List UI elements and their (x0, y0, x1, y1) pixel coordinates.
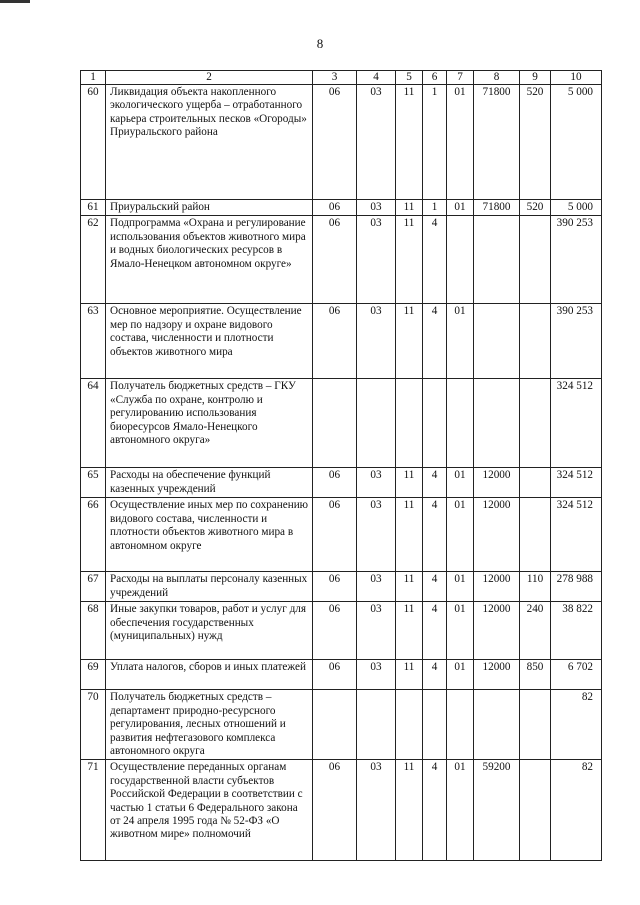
table-cell-c2: Основное мероприятие. Осуществление мер по надзору и охране видового состава, численности и плотности объектов животного мира (106, 304, 313, 379)
table-cell-c7 (447, 690, 474, 760)
table-cell-c7 (447, 216, 474, 304)
table-row (81, 468, 602, 498)
table-cell-c2: Расходы на выплаты персоналу казенных учреждений (106, 572, 313, 602)
column-header: 9 (520, 71, 551, 85)
table-cell-c1: 70 (81, 690, 106, 760)
table-cell-c5: 11 (396, 304, 423, 379)
table-cell-c1: 68 (81, 602, 106, 660)
table-cell-c4: 03 (357, 498, 396, 572)
table-cell-c8: 12000 (474, 498, 520, 572)
table-cell-c10: 390 253 (551, 304, 602, 379)
table-row (81, 660, 602, 690)
table-cell-c7: 01 (447, 760, 474, 861)
table-cell-c5 (396, 379, 423, 468)
table-cell-c9 (520, 760, 551, 861)
table-cell-c3: 06 (313, 760, 357, 861)
table-cell-c5: 11 (396, 216, 423, 304)
table-cell-c2: Ликвидация объекта накопленного экологического ущерба – отработанного карьера строительных песков «Огороды» Приуральского района (106, 85, 313, 200)
table-cell-c9 (520, 216, 551, 304)
table-cell-c1: 65 (81, 468, 106, 498)
table-cell-c1: 69 (81, 660, 106, 690)
table-row (81, 572, 602, 602)
table-cell-c1: 67 (81, 572, 106, 602)
table-cell-c3: 06 (313, 304, 357, 379)
table-cell-c4: 03 (357, 572, 396, 602)
column-header: 6 (423, 71, 447, 85)
table-cell-c2: Подпрограмма «Охрана и регулирование использования объектов животного мира и водных биологических ресурсов в Ямало-Ненецком автономном округе» (106, 216, 313, 304)
table-row (81, 760, 602, 861)
table-cell-c9: 240 (520, 602, 551, 660)
table-cell-c5: 11 (396, 498, 423, 572)
table-cell-c6: 1 (423, 85, 447, 200)
table-cell-c1: 66 (81, 498, 106, 572)
table-cell-c8: 12000 (474, 660, 520, 690)
table-cell-c5: 11 (396, 660, 423, 690)
table-row (81, 200, 602, 216)
table-cell-c6 (423, 690, 447, 760)
table-row (81, 216, 602, 304)
table-cell-c10: 390 253 (551, 216, 602, 304)
table-cell-c8 (474, 690, 520, 760)
table-row (81, 379, 602, 468)
table-cell-c8: 71800 (474, 200, 520, 216)
table-cell-c5: 11 (396, 468, 423, 498)
table-cell-c8: 59200 (474, 760, 520, 861)
table-cell-c9: 850 (520, 660, 551, 690)
table-cell-c7 (447, 379, 474, 468)
table-cell-c4: 03 (357, 85, 396, 200)
table-cell-c6: 1 (423, 200, 447, 216)
table-cell-c1: 64 (81, 379, 106, 468)
table-cell-c10: 38 822 (551, 602, 602, 660)
table-cell-c6: 4 (423, 660, 447, 690)
table-cell-c4 (357, 690, 396, 760)
table-cell-c3: 06 (313, 85, 357, 200)
table-cell-c1: 61 (81, 200, 106, 216)
table-cell-c8: 12000 (474, 572, 520, 602)
table-cell-c8: 71800 (474, 85, 520, 200)
table-cell-c9 (520, 690, 551, 760)
table-cell-c9: 520 (520, 85, 551, 200)
column-header: 10 (551, 71, 602, 85)
table-cell-c7: 01 (447, 602, 474, 660)
table-cell-c1: 63 (81, 304, 106, 379)
table-cell-c10: 6 702 (551, 660, 602, 690)
table-cell-c3: 06 (313, 216, 357, 304)
table-cell-c6: 4 (423, 572, 447, 602)
table-cell-c10: 82 (551, 690, 602, 760)
table-cell-c2: Уплата налогов, сборов и иных платежей (106, 660, 313, 690)
table-cell-c1: 60 (81, 85, 106, 200)
table-cell-c8: 12000 (474, 468, 520, 498)
table-header-row (81, 71, 602, 85)
table-cell-c1: 62 (81, 216, 106, 304)
table-cell-c6: 4 (423, 760, 447, 861)
table-cell-c3: 06 (313, 498, 357, 572)
table-cell-c5: 11 (396, 200, 423, 216)
table-cell-c4: 03 (357, 216, 396, 304)
table-cell-c8: 12000 (474, 602, 520, 660)
table-cell-c2: Расходы на обеспечение функций казенных учреждений (106, 468, 313, 498)
table-cell-c9 (520, 468, 551, 498)
table-cell-c2: Осуществление иных мер по сохранению видового состава, численности и плотности объектов животного мира в автономном округе (106, 498, 313, 572)
table-cell-c4: 03 (357, 304, 396, 379)
table-cell-c2: Получатель бюджетных средств – ГКУ «Служба по охране, контролю и регулированию использования биоресурсов Ямало-Ненецкого автономного округа» (106, 379, 313, 468)
table-cell-c7: 01 (447, 468, 474, 498)
scan-corner-mark (0, 0, 30, 3)
table-cell-c7: 01 (447, 85, 474, 200)
table-cell-c5: 11 (396, 572, 423, 602)
table-cell-c7: 01 (447, 200, 474, 216)
table-cell-c4: 03 (357, 200, 396, 216)
table-row (81, 304, 602, 379)
table-cell-c10: 324 512 (551, 498, 602, 572)
table-row (81, 602, 602, 660)
table-cell-c1: 71 (81, 760, 106, 861)
table-cell-c6 (423, 379, 447, 468)
table-cell-c2: Осуществление переданных органам государственной власти субъектов Российской Федерации в соответствии с частью 1 статьи 6 Федерального закона от 24 апреля 1995 года № 52-ФЗ «О животном мире» полномочий (106, 760, 313, 861)
table-cell-c3: 06 (313, 602, 357, 660)
page-number: 8 (316, 36, 324, 51)
table-row (81, 690, 602, 760)
table-cell-c3: 06 (313, 468, 357, 498)
table-cell-c10: 5 000 (551, 85, 602, 200)
table-cell-c9 (520, 498, 551, 572)
table-cell-c6: 4 (423, 216, 447, 304)
table-cell-c8 (474, 379, 520, 468)
table-cell-c9 (520, 304, 551, 379)
table-cell-c10: 324 512 (551, 379, 602, 468)
table-cell-c3: 06 (313, 200, 357, 216)
table-row (81, 498, 602, 572)
table-cell-c9: 110 (520, 572, 551, 602)
table-cell-c6: 4 (423, 304, 447, 379)
column-header: 2 (106, 71, 313, 85)
table-cell-c4: 03 (357, 602, 396, 660)
table-cell-c2: Приуральский район (106, 200, 313, 216)
table-cell-c4: 03 (357, 760, 396, 861)
column-header: 7 (447, 71, 474, 85)
table-cell-c9 (520, 379, 551, 468)
table-cell-c3 (313, 690, 357, 760)
table-cell-c5 (396, 690, 423, 760)
table-cell-c3: 06 (313, 572, 357, 602)
table-cell-c9: 520 (520, 200, 551, 216)
table-cell-c7: 01 (447, 572, 474, 602)
table-cell-c4 (357, 379, 396, 468)
table-cell-c2: Иные закупки товаров, работ и услуг для обеспечения государственных (муниципальных) нужд (106, 602, 313, 660)
table-cell-c8 (474, 304, 520, 379)
table-cell-c7: 01 (447, 304, 474, 379)
column-header: 4 (357, 71, 396, 85)
column-header: 5 (396, 71, 423, 85)
table-cell-c10: 5 000 (551, 200, 602, 216)
column-header: 3 (313, 71, 357, 85)
table-cell-c7: 01 (447, 498, 474, 572)
table-cell-c10: 278 988 (551, 572, 602, 602)
table-cell-c6: 4 (423, 602, 447, 660)
table-cell-c5: 11 (396, 85, 423, 200)
column-header: 1 (81, 71, 106, 85)
table-cell-c7: 01 (447, 660, 474, 690)
table-cell-c6: 4 (423, 498, 447, 572)
table-cell-c4: 03 (357, 468, 396, 498)
table-row (81, 85, 602, 200)
column-header: 8 (474, 71, 520, 85)
table-cell-c3 (313, 379, 357, 468)
table-cell-c2: Получатель бюджетных средств – департамент природно-ресурсного регулирования, лесных отношений и развития нефтегазового комплекса автономного округа (106, 690, 313, 760)
budget-table (80, 70, 602, 861)
table-cell-c6: 4 (423, 468, 447, 498)
table-cell-c4: 03 (357, 660, 396, 690)
table-cell-c5: 11 (396, 760, 423, 861)
table-cell-c10: 82 (551, 760, 602, 861)
table-cell-c5: 11 (396, 602, 423, 660)
table-cell-c10: 324 512 (551, 468, 602, 498)
table-cell-c3: 06 (313, 660, 357, 690)
table-cell-c8 (474, 216, 520, 304)
